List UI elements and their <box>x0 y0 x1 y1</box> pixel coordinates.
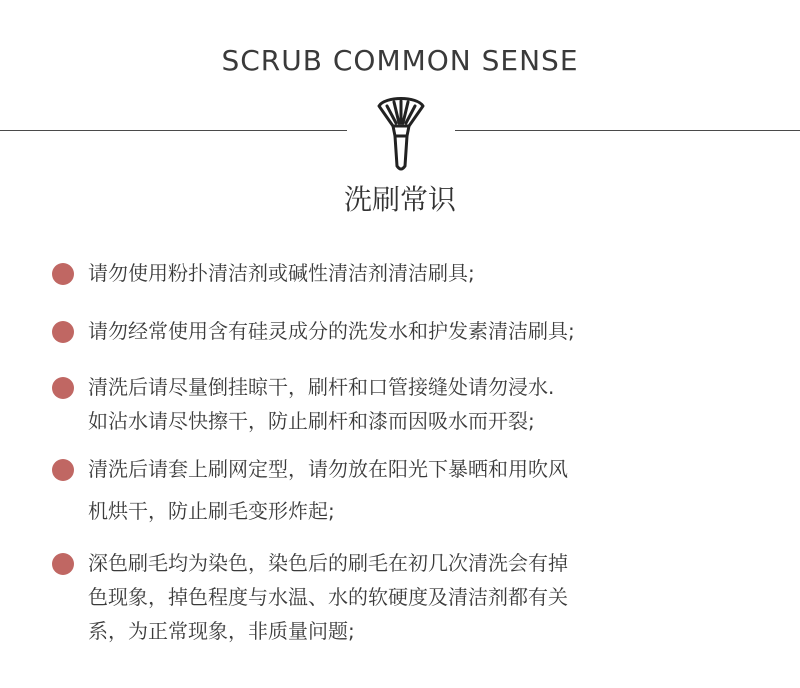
circle-bullet-icon <box>52 553 74 575</box>
divider-left <box>0 130 347 131</box>
tip-text: 系，为正常现象，非质量问题; <box>88 619 355 643</box>
page-title-en: SCRUB COMMON SENSE <box>221 44 579 77</box>
circle-bullet-icon <box>52 263 74 285</box>
tip-text: 请勿经常使用含有硅灵成分的洗发水和护发素清洁刷具; <box>88 319 575 343</box>
tip-text: 深色刷毛均为染色，染色后的刷毛在初几次清洗会有掉 <box>88 551 568 575</box>
list-item <box>52 256 772 290</box>
tip-text: 请勿使用粉扑清洁剂或碱性清洁剂清洁刷具; <box>88 261 475 285</box>
circle-bullet-icon <box>52 377 74 399</box>
list-item <box>52 546 568 648</box>
makeup-brush-icon <box>373 92 429 174</box>
tip-text: 清洗后请套上刷网定型，请勿放在阳光下暴晒和用吹风 <box>88 457 568 481</box>
tip-text: 清洗后请尽量倒挂晾干，刷杆和口管接缝处请勿浸水. <box>88 375 555 399</box>
page-title-cn: 洗刷常识 <box>343 183 456 216</box>
tip-text: 如沾水请尽快擦干，防止刷杆和漆而因吸水而开裂; <box>88 409 535 433</box>
divider-right <box>455 130 800 131</box>
list-item <box>52 370 554 438</box>
tip-text: 色现象，掉色程度与水温、水的软硬度及清洁剂都有关 <box>88 585 568 609</box>
tip-text: 机烘干，防止刷毛变形炸起; <box>88 499 335 523</box>
list-item <box>52 452 568 528</box>
circle-bullet-icon <box>52 459 74 481</box>
list-item <box>52 314 575 348</box>
tips-list <box>52 256 772 643</box>
circle-bullet-icon <box>52 321 74 343</box>
